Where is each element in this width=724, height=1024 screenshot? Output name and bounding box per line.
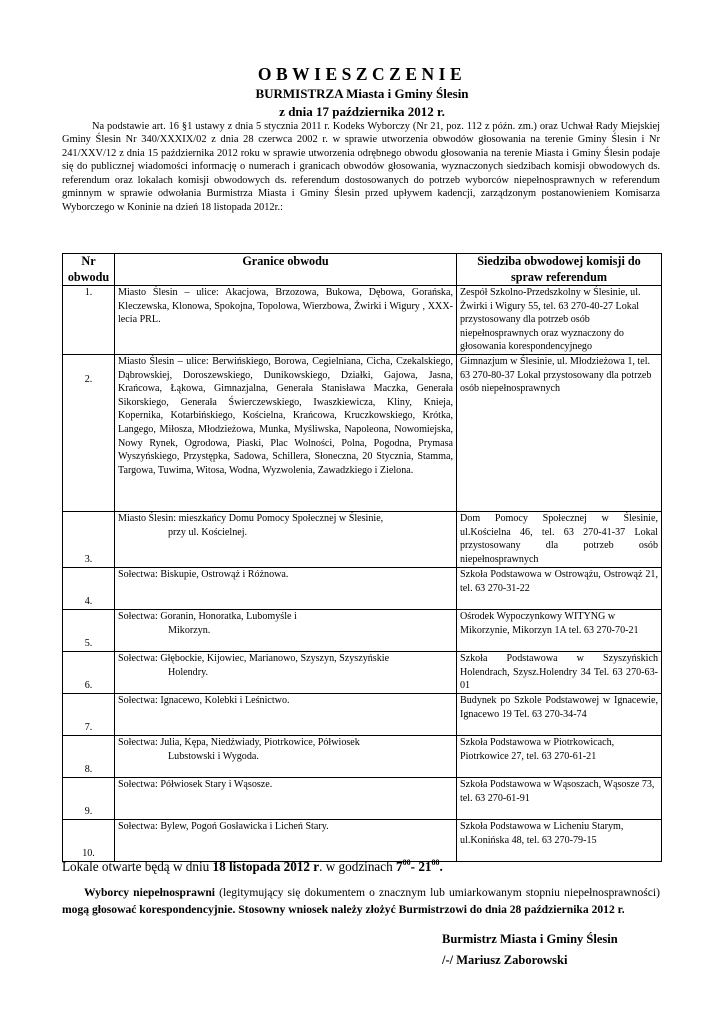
row-granice-line1: Sołectwa: Goranin, Honoratka, Lubomyśle i — [118, 611, 297, 622]
row-granice — [115, 512, 457, 568]
districts-table — [62, 253, 662, 862]
row-granice-line1: Miasto Ślesin: mieszkańcy Domu Pomocy Społecznej w Ślesinie, — [118, 513, 384, 524]
row-nr: 10. — [63, 820, 115, 862]
opening-hours-prefix: Lokale otwarte będą w dniu — [62, 859, 213, 874]
hour-start: 7 — [396, 859, 403, 874]
header-nr-line1: Nr — [81, 254, 96, 268]
row-siedziba: Dom Pomocy Społecznej w Ślesinie, ul.Kościelna 46, tel. 63 270-41-37 Lokal przystosowany dla potrzeb osób niepełnosprawnych — [457, 512, 662, 568]
row-granice-line1: Sołectwa: Julia, Kępa, Niedźwiady, Piotrkowice, Półwiosek — [118, 737, 360, 748]
row-siedziba: Szkoła Podstawowa w Piotrkowicach, Piotrkowice 27, tel. 63 270-61-21 — [457, 736, 662, 778]
table-row — [63, 286, 662, 355]
row-siedziba: Szkoła Podstawowa w Wąsoszach, Wąsosze 73, tel. 63 270-61-91 — [457, 778, 662, 820]
document-subtitle: BURMISTRZA Miasta i Gminy Ślesin — [255, 86, 469, 101]
row-siedziba: Szkoła Podstawowa w Licheniu Starym, ul.Konińska 48, tel. 63 270-79-15 — [457, 820, 662, 862]
note-bold-1: Wyborcy niepełnosprawni — [84, 886, 215, 899]
opening-hours — [62, 858, 662, 875]
table-row — [63, 610, 662, 652]
row-nr: 1. — [63, 286, 115, 355]
row-nr: 4. — [63, 568, 115, 610]
minute-start: 00 — [402, 858, 411, 867]
table-header-row — [63, 254, 662, 286]
row-granice: Sołectwa: Półwiosek Stary i Wąsosze. — [115, 778, 457, 820]
row-granice — [115, 652, 457, 694]
header-nr — [63, 254, 115, 286]
row-granice: Sołectwa: Ignacewo, Kolebki i Leśnictwo. — [115, 694, 457, 736]
row-nr: 6. — [63, 652, 115, 694]
row-granice-line2: Mikorzyn. — [168, 624, 211, 636]
row-siedziba: Zespół Szkolno-Przedszkolny w Ślesinie, ul. Żwirki i Wigury 55, tel. 63 270-40-27 Lokal przystosowany dla potrzeb osób niepełnosprawnych oraz wyznaczony do głosowania korespondencyjnego — [457, 286, 662, 355]
row-granice-line2: Lubstowski i Wygoda. — [168, 750, 259, 762]
table-row — [63, 778, 662, 820]
row-siedziba: Szkoła Podstawowa w Ostrowążu, Ostrowąż 21, tel. 63 270-31-22 — [457, 568, 662, 610]
row-granice-line1: Sołectwa: Głębockie, Kijowiec, Marianowo, Szyszyn, Szyszyńskie — [118, 653, 390, 664]
document-date: z dnia 17 października 2012 r. — [279, 104, 445, 119]
row-nr: 7. — [63, 694, 115, 736]
row-siedziba: Ośrodek Wypoczynkowy WITYNG w Mikorzynie, Mikorzyn 1A tel. 63 270-70-21 — [457, 610, 662, 652]
row-siedziba: Szkoła Podstawowa w Szyszyńskich Holendrach, Szysz.Holendry 34 Tel. 63 270-63-01 — [457, 652, 662, 694]
minute-end: 00 — [431, 858, 440, 867]
row-siedziba: Gimnazjum w Ślesinie, ul. Młodzieżowa 1, tel. 63 270-80-37 Lokal przystosowany dla potrzeb osób niepełnosprawnych — [457, 355, 662, 512]
row-granice: Sołectwa: Bylew, Pogoń Gosławicka i Licheń Stary. — [115, 820, 457, 862]
row-granice-line2: Holendry. — [168, 666, 208, 678]
row-granice — [115, 610, 457, 652]
row-nr: 3. — [63, 512, 115, 568]
intro-paragraph: Na podstawie art. 16 §1 ustawy z dnia 5 stycznia 2011 r. Kodeks Wyborczy (Nr 21, poz. 112 z późn. zm.) oraz Uchwał Rady Miejskiej Gminy Ślesin Nr 340/XXXIX/02 z dnia 28 czerwca 2002 r. w sprawie utworzenia obwodów głosowania na terenie Gminy Ślesin i Nr 241/XXV/12 z dnia 15 października 2012 roku w sprawie utworzenia odrębnego obwodu głosowania na terenie Miasta i Gminy Ślesin podaje się do publicznej wiadomości informację o numerach i granicach obwodów głosowania, wyznaczonych siedzibach komisji obwodowych ds. referendum oraz lokalach komisji obwodowych ds. referendum dostosowanych do potrzeb wyborców niepełnosprawnych w referendum gminnym w sprawie odwołania Burmistrza Miasta i Gminy Ślesin przed upływem kadencji, zarządzonym postanowieniem Komisarza Wyborczego w Koninie na dzień 18 listopada 2012r.: — [62, 121, 660, 213]
table-row — [63, 694, 662, 736]
header-granice: Granice obwodu — [115, 254, 457, 286]
table-row — [63, 652, 662, 694]
row-granice: Miasto Ślesin – ulice: Berwińskiego, Borowa, Cegielniana, Cicha, Czekalskiego, Dąbrowskiej, Doroszewskiego, Dunikowskiego, Działki, Gajowa, Jasna, Krańcowa, Łąkowa, Gimnazjalna, Generała Stanisława Maczka, Generała Sikorskiego, Generała Świerczewskiego, Iwaszkiewicza, Kliny, Knieja, Kopernika, Kotarbińskiego, Kościelna, Krańcowa, Kruczkowskiego, Krótka, Langego, Miłosza, Młodzieżowa, Munka, Myśliwska, Napoleona, Nowomiejska, Nowy Rynek, Ogrodowa, Piaski, Plac Wolności, Polna, Pogodna, Prymasa Wyszyńskiego, Przystępka, Sadowa, Schillera, Słoneczna, 20 Stycznia, Stamma, Targowa, Tuwima, Witosa, Wodna, Wyzwolenia, Zawadzkiego i Zielona. — [115, 355, 457, 512]
note-bold-2: mogą głosować korespondencyjnie. Stosowny wniosek należy złożyć Burmistrzowi do dnia 28 października 2012 r. — [62, 903, 625, 916]
row-granice — [115, 736, 457, 778]
row-siedziba: Budynek po Szkole Podstawowej w Ignacewie, Ignacewo 19 Tel. 63 270-34-74 — [457, 694, 662, 736]
document-title: OBWIESZCZENIE — [257, 64, 467, 84]
table-row — [63, 355, 662, 512]
voting-date: 18 listopada 2012 r — [212, 859, 320, 874]
hour-end: - 21 — [410, 859, 432, 874]
row-granice: Miasto Ślesin – ulice: Akacjowa, Brzozowa, Bukowa, Dębowa, Gorańska, Kleczewska, Klonowa, Spokojna, Topolowa, Wierzbowa, Żwirki i Wigury , XXX-lecia PRL. — [115, 286, 457, 355]
header-siedziba — [457, 254, 662, 286]
row-nr: 2. — [63, 355, 115, 512]
row-nr: 5. — [63, 610, 115, 652]
signature-name: /-/ Mariusz Zaborowski — [442, 953, 568, 967]
table-row — [63, 512, 662, 568]
row-granice-line2: przy ul. Kościelnej. — [168, 526, 248, 538]
table-row — [63, 820, 662, 862]
row-nr: 8. — [63, 736, 115, 778]
note-normal: (legitymujący się dokumentem o znacznym lub umiarkowanym stopniu niepełnosprawności) — [215, 886, 661, 899]
signature-title: Burmistrz Miasta i Gminy Ślesin — [442, 932, 618, 946]
row-granice: Sołectwa: Biskupie, Ostrowąż i Różnowa. — [115, 568, 457, 610]
table-row — [63, 568, 662, 610]
opening-hours-mid: . w godzinach — [319, 859, 397, 874]
row-nr: 9. — [63, 778, 115, 820]
header-siedziba-line2: spraw referendum — [510, 269, 608, 284]
disabled-voters-note — [62, 884, 660, 918]
opening-hours-end: . — [439, 859, 443, 874]
table-row — [63, 736, 662, 778]
header-nr-line2: obwodu — [67, 269, 110, 284]
header-siedziba-line1: Siedziba obwodowej komisji do — [477, 254, 641, 268]
